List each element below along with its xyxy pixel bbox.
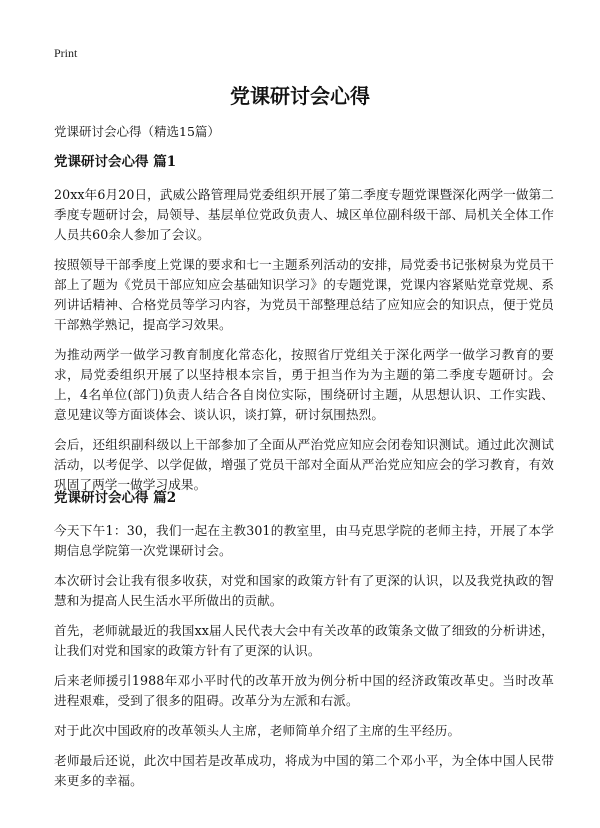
paragraph: 首先，老师就最近的我国xx届人民代表大会中有关改革的政策条文做了细致的分析讲述，让我们对党和国家的政策方针有了更深的认识。 [54, 623, 554, 658]
section-heading: 党课研讨会心得 篇1 [54, 154, 177, 170]
document-subtitle: 党课研讨会心得（精选15篇） [54, 124, 220, 139]
page-title: 党课研讨会心得 [230, 84, 370, 108]
paragraph: 今天下午1：30，我们一起在主教301的教室里，由马克思学院的老师主持，开展了本学期信息学院第一次党课研讨会。 [54, 523, 554, 558]
paragraph: 20xx年6月20日，武威公路管理局党委组织开展了第二季度专题党课暨深化两学一做第二季度专题研讨会，局领导、基层单位党政负责人、城区单位副科级干部、局机关全体工作人员共60余人参加了会议。 [54, 187, 554, 242]
paragraph: 老师最后还说，此次中国若是改革成功，将成为中国的第二个邓小平，为全体中国人民带来更多的幸福。 [54, 753, 554, 788]
article-section-2 [54, 486, 554, 791]
paragraph: 本次研讨会让我有很多收获，对党和国家的政策方针有了更深的认识，以及我党执政的智慧和为提高人民生活水平所做出的贡献。 [54, 573, 554, 608]
paragraph: 按照领导干部季度上党课的要求和七一主题系列活动的安排，局党委书记张树泉为党员干部上了题为《党员干部应知应会基础知识学习》的专题党课，党课内容紧贴党章党规、系列讲话精神、合格党员等学习内容，为党员干部整理总结了应知应会的知识点，便于党员干部熟学熟记，提高学习效果。 [54, 257, 554, 332]
article-section-1 [54, 150, 554, 495]
paragraph: 对于此次中国政府的改革领头人主席，老师简单介绍了主席的生平经历。 [54, 723, 461, 738]
paragraph: 会后，还组织副科级以上干部参加了全面从严治党应知应会闭卷知识测试。通过此次测试活动，以考促学、以学促做，增强了党员干部对全面从严治党应知应会的学习教育，有效巩固了两学一做学习成果。 [54, 437, 554, 492]
print-link[interactable]: Print [54, 46, 78, 60]
paragraph: 后来老师援引1988年邓小平时代的改革开放为例分析中国的经济政策改革史。当时改革进程艰难，受到了很多的阻碍。改革分为左派和右派。 [54, 673, 554, 708]
paragraph: 为推动两学一做学习教育制度化常态化，按照省厅党组关于深化两学一做学习教育的要求，局党委组织开展了以坚持根本宗旨，勇于担当作为为主题的第二季度专题研讨。会上，4名单位(部门)负责人结合各自岗位实际，围绕研讨主题，从思想认识、工作实践、意见建议等方面谈体会、谈认识，谈打算，研讨氛围热烈。 [54, 347, 554, 422]
section-heading: 党课研讨会心得 篇2 [54, 490, 177, 506]
